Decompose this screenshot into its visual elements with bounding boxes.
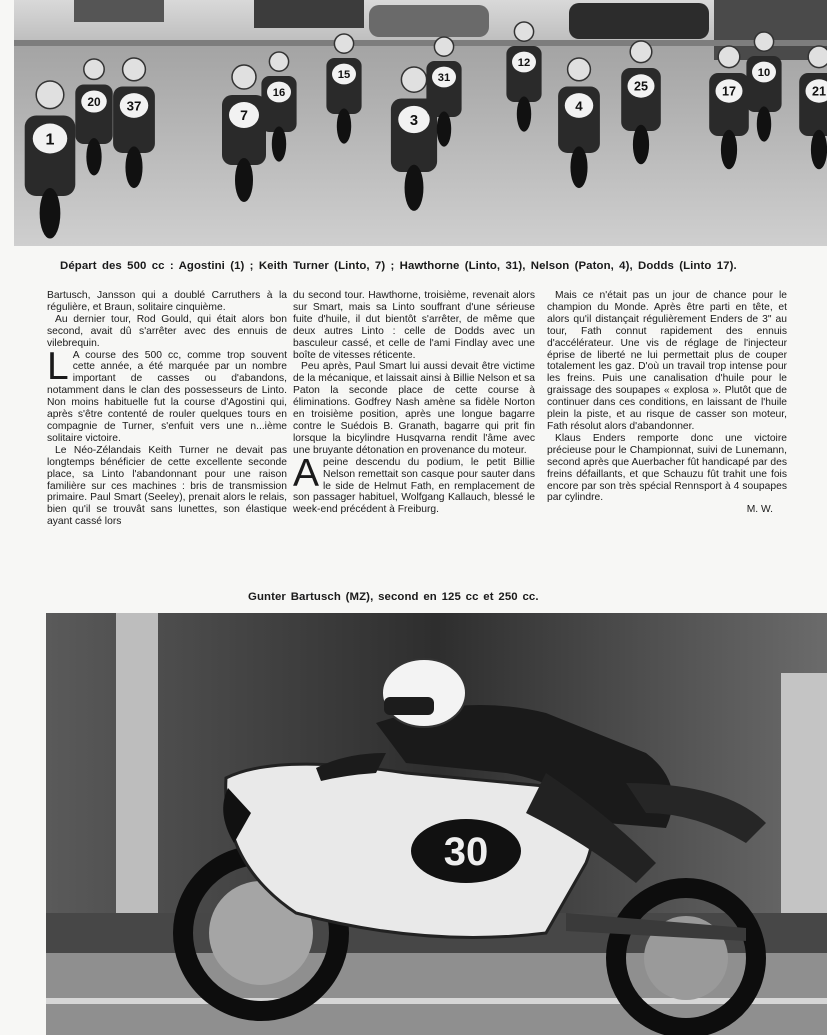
rider-number-label: 31 bbox=[437, 72, 451, 84]
author-signature: M. W. bbox=[746, 504, 773, 516]
rider-number-label: 1 bbox=[45, 130, 55, 149]
paragraph: Bartusch, Jansson qui a doublé Carruthers à la régulière, et Braun, solitaire cinquième. bbox=[47, 290, 287, 313]
paragraph bbox=[293, 451, 535, 517]
paragraph-text: A course des 500 cc, comme trop souvent cette année, a été marquée par un nombre important de casses ou d'abandons, notamment dans le clan des possesseurs de Linto. Non moins habituelle fut la course d'Agostini qui, après s'être contenté de rouler quelques tours en compagnie de Turner, s'enfuit vers une n...ième solitaire victoire. bbox=[47, 349, 287, 444]
article-column-3 bbox=[547, 290, 787, 516]
rider-number-label: 37 bbox=[126, 98, 142, 114]
paragraph: Klaus Enders remporte donc une victoire précieuse pour le Championnat, suivi de Lunemann, second après que Auerbacher fût handicapé par des freins défaillants, et que Schauzu fût trahit une fois encore par son très spécial Rennsport à 4 soupapes par cylindre. bbox=[547, 432, 787, 504]
rider-number-label: 3 bbox=[409, 112, 419, 129]
bottom-photo-caption: Gunter Bartusch (MZ), second en 125 cc et 250 cc. bbox=[248, 591, 539, 603]
top-photo-caption: Départ des 500 cc : Agostini (1) ; Keith Turner (Linto, 7) ; Hawthorne (Linto, 31), Nelson (Paton, 4), Dodds (Linto 17). bbox=[60, 260, 737, 272]
article-column-2 bbox=[293, 290, 535, 516]
rider-number-label: 21 bbox=[811, 84, 827, 99]
paragraph: Au dernier tour, Rod Gould, qui était alors bon second, avait dû s'arrêter avec des ennuis de vilebrequin. bbox=[47, 313, 287, 349]
rider-action-photo bbox=[46, 613, 827, 1035]
paragraph: Le Néo-Zélandais Keith Turner ne devait pas longtemps bénéficier de cette excellente seconde place, sa Linto l'abandonnant pour une raison familière sur ces machines : bris de transmission primaire. Paul Smart (Seeley), prenait alors le relais, bien qu'il se trouvât sans lunettes, son élastique ayant cassé lors bbox=[47, 444, 287, 528]
rider-number-label: 20 bbox=[87, 94, 101, 109]
rider-number-label: 12 bbox=[517, 57, 531, 69]
rider-number-label: 16 bbox=[272, 87, 286, 99]
drop-cap: A bbox=[293, 451, 320, 495]
paragraph: Peu après, Paul Smart lui aussi devait être victime de la mécanique, et laissait ainsi à Billie Nelson et sa Paton la seconde place de cette course à éliminations. Godfrey Nash amène sa fidèle Norton en troisième position, après une longue bagarre contre le Suédois B. Granath, bagarre qui prit fin lorsque la bicylindre Husqvarna rendit l'âme avec une bruyante détonation en provenance du moteur. bbox=[293, 361, 535, 456]
rider-number-label: 25 bbox=[633, 79, 649, 94]
paragraph: Mais ce n'était pas un jour de chance pour le champion du Monde. Après être parti en tête, et alors qu'il distançait régulièrement Enders de 3" au tour, Fath connut rapidement des ennuis d'accélérateur. Une vis de réglage de l'injecteur éprise de liberté ne lui permettait plus de couper totalement les gaz. D'où un travail trop intense pour les freins. Puis une canalisation d'huile pour le graissage des soupapes « explosa ». Plutôt que de continuer dans ces conditions, en laissant de l'huile plein la piste, et au risque de casser son moteur, Fath résolut alors d'abandonner. bbox=[547, 290, 787, 432]
paragraph: du second tour. Hawthorne, troisième, revenait alors sur Smart, mais sa Linto souffrant d'une sérieuse fuite d'huile, il dut bientôt s'arrêter, de même que deux autres Linto : celle de Dodds avec un basculeur cassé, et celle de l'ami Findlay avec une boîte de vitesses réticente. bbox=[293, 290, 535, 361]
start-grid-photo bbox=[14, 0, 827, 246]
paragraph-text: peine descendu du podium, le petit Billie Nelson remettait son casque pour sauter dans le side de Helmut Fath, en remplacement de son passager habituel, Wolfgang Kallauch, blessé le week-end précédent à Freiburg. bbox=[293, 456, 535, 516]
rider-number-label: 17 bbox=[721, 84, 737, 99]
paragraph bbox=[47, 344, 287, 445]
rider-number-label: 15 bbox=[337, 69, 351, 81]
race-number: 30 bbox=[443, 830, 489, 874]
drop-cap: L bbox=[47, 344, 69, 388]
rider-number-label: 7 bbox=[240, 107, 248, 123]
rider-number-label: 10 bbox=[757, 67, 771, 79]
rider-number-label: 4 bbox=[575, 98, 583, 114]
article-column-1 bbox=[47, 290, 287, 528]
